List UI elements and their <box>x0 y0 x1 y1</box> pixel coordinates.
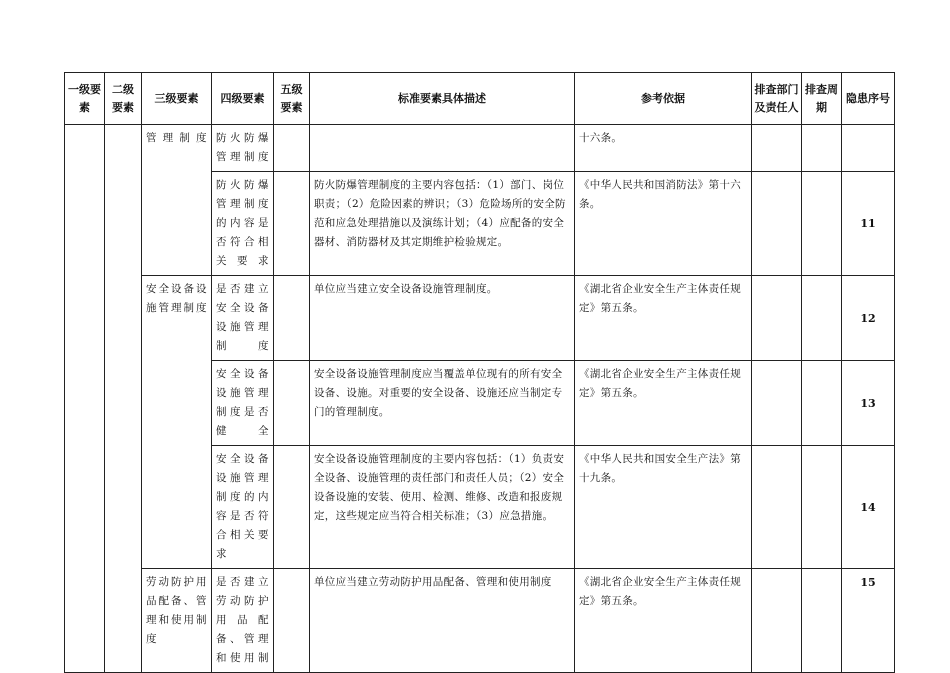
cell-reference: 《湖北省企业安全生产主体责任规定》第五条。 <box>575 276 752 361</box>
cell-level4: 防火防爆管理制度 <box>212 125 274 172</box>
cell-level5 <box>274 361 310 446</box>
cell-description: 安全设备设施管理制度的主要内容包括：（1）负责安全设备、设施管理的责任部门和责任人员；（2）安全设备设施的安装、使用、检测、维修、改造和报废规定，这些规定应当符合相关标准；（3）应急措施。 <box>310 446 575 569</box>
cell-description: 安全设备设施管理制度应当覆盖单位现有的所有安全设备、设施。对重要的安全设备、设施还应当制定专门的管理制度。 <box>310 361 575 446</box>
cell-level3: 管理制度 <box>142 125 212 276</box>
cell-reference: 《湖北省企业安全生产主体责任规定》第五条。 <box>575 361 752 446</box>
cell-level5 <box>274 276 310 361</box>
cell-cycle <box>802 276 842 361</box>
cell-level5 <box>274 446 310 569</box>
header-level1: 一级要素 <box>65 73 105 125</box>
cell-cycle <box>802 361 842 446</box>
cell-serial: 12 <box>842 276 895 361</box>
table-row <box>65 569 895 673</box>
cell-level1 <box>65 125 105 673</box>
cell-level4: 防火防爆管理制度的内容是否符合相关要求 <box>212 172 274 276</box>
cell-description: 防火防爆管理制度的主要内容包括：（1）部门、岗位职责；（2）危险因素的辨识；（3）危险场所的安全防范和应急处理措施以及演练计划；（4）应配备的安全器材、消防器材及其定期维护检验规定。 <box>310 172 575 276</box>
cell-cycle <box>802 172 842 276</box>
header-department: 排查部门及责任人 <box>752 73 802 125</box>
cell-cycle <box>802 446 842 569</box>
header-reference: 参考依据 <box>575 73 752 125</box>
cell-level5 <box>274 172 310 276</box>
cell-level5 <box>274 569 310 673</box>
header-level2: 二级要素 <box>105 73 142 125</box>
cell-department <box>752 569 802 673</box>
cell-department <box>752 172 802 276</box>
header-serial: 隐患序号 <box>842 73 895 125</box>
table-row <box>65 125 895 172</box>
cell-department <box>752 361 802 446</box>
table-row <box>65 276 895 361</box>
cell-reference: 《中华人民共和国安全生产法》第十九条。 <box>575 446 752 569</box>
cell-level4: 是否建立劳动防护用品配备、管理和使用制 <box>212 569 274 673</box>
cell-description: 单位应当建立安全设备设施管理制度。 <box>310 276 575 361</box>
inspection-table <box>64 72 895 673</box>
cell-reference: 《湖北省企业安全生产主体责任规定》第五条。 <box>575 569 752 673</box>
header-row <box>65 73 895 125</box>
cell-level3: 劳动防护用品配备、管理和使用制度 <box>142 569 212 673</box>
cell-level5 <box>274 125 310 172</box>
cell-level3: 安全设备设施管理制度 <box>142 276 212 569</box>
cell-reference: 《中华人民共和国消防法》第十六条。 <box>575 172 752 276</box>
header-level4: 四级要素 <box>212 73 274 125</box>
cell-cycle <box>802 125 842 172</box>
header-level3: 三级要素 <box>142 73 212 125</box>
cell-cycle <box>802 569 842 673</box>
cell-department <box>752 125 802 172</box>
header-level5: 五级要素 <box>274 73 310 125</box>
header-description: 标准要素具体描述 <box>310 73 575 125</box>
cell-level4: 是否建立安全设备设施管理制度 <box>212 276 274 361</box>
cell-department <box>752 446 802 569</box>
header-cycle: 排查周期 <box>802 73 842 125</box>
cell-reference: 十六条。 <box>575 125 752 172</box>
cell-serial: 13 <box>842 361 895 446</box>
cell-serial: 11 <box>842 172 895 276</box>
cell-description: 单位应当建立劳动防护用品配备、管理和使用制度 <box>310 569 575 673</box>
cell-level2 <box>105 125 142 673</box>
cell-description <box>310 125 575 172</box>
cell-serial: 14 <box>842 446 895 569</box>
cell-serial <box>842 125 895 172</box>
cell-level4: 安全设备设施管理制度是否健全 <box>212 361 274 446</box>
cell-department <box>752 276 802 361</box>
cell-level4: 安全设备设施管理制度的内容是否符合相关要求 <box>212 446 274 569</box>
cell-serial: 15 <box>842 569 895 673</box>
